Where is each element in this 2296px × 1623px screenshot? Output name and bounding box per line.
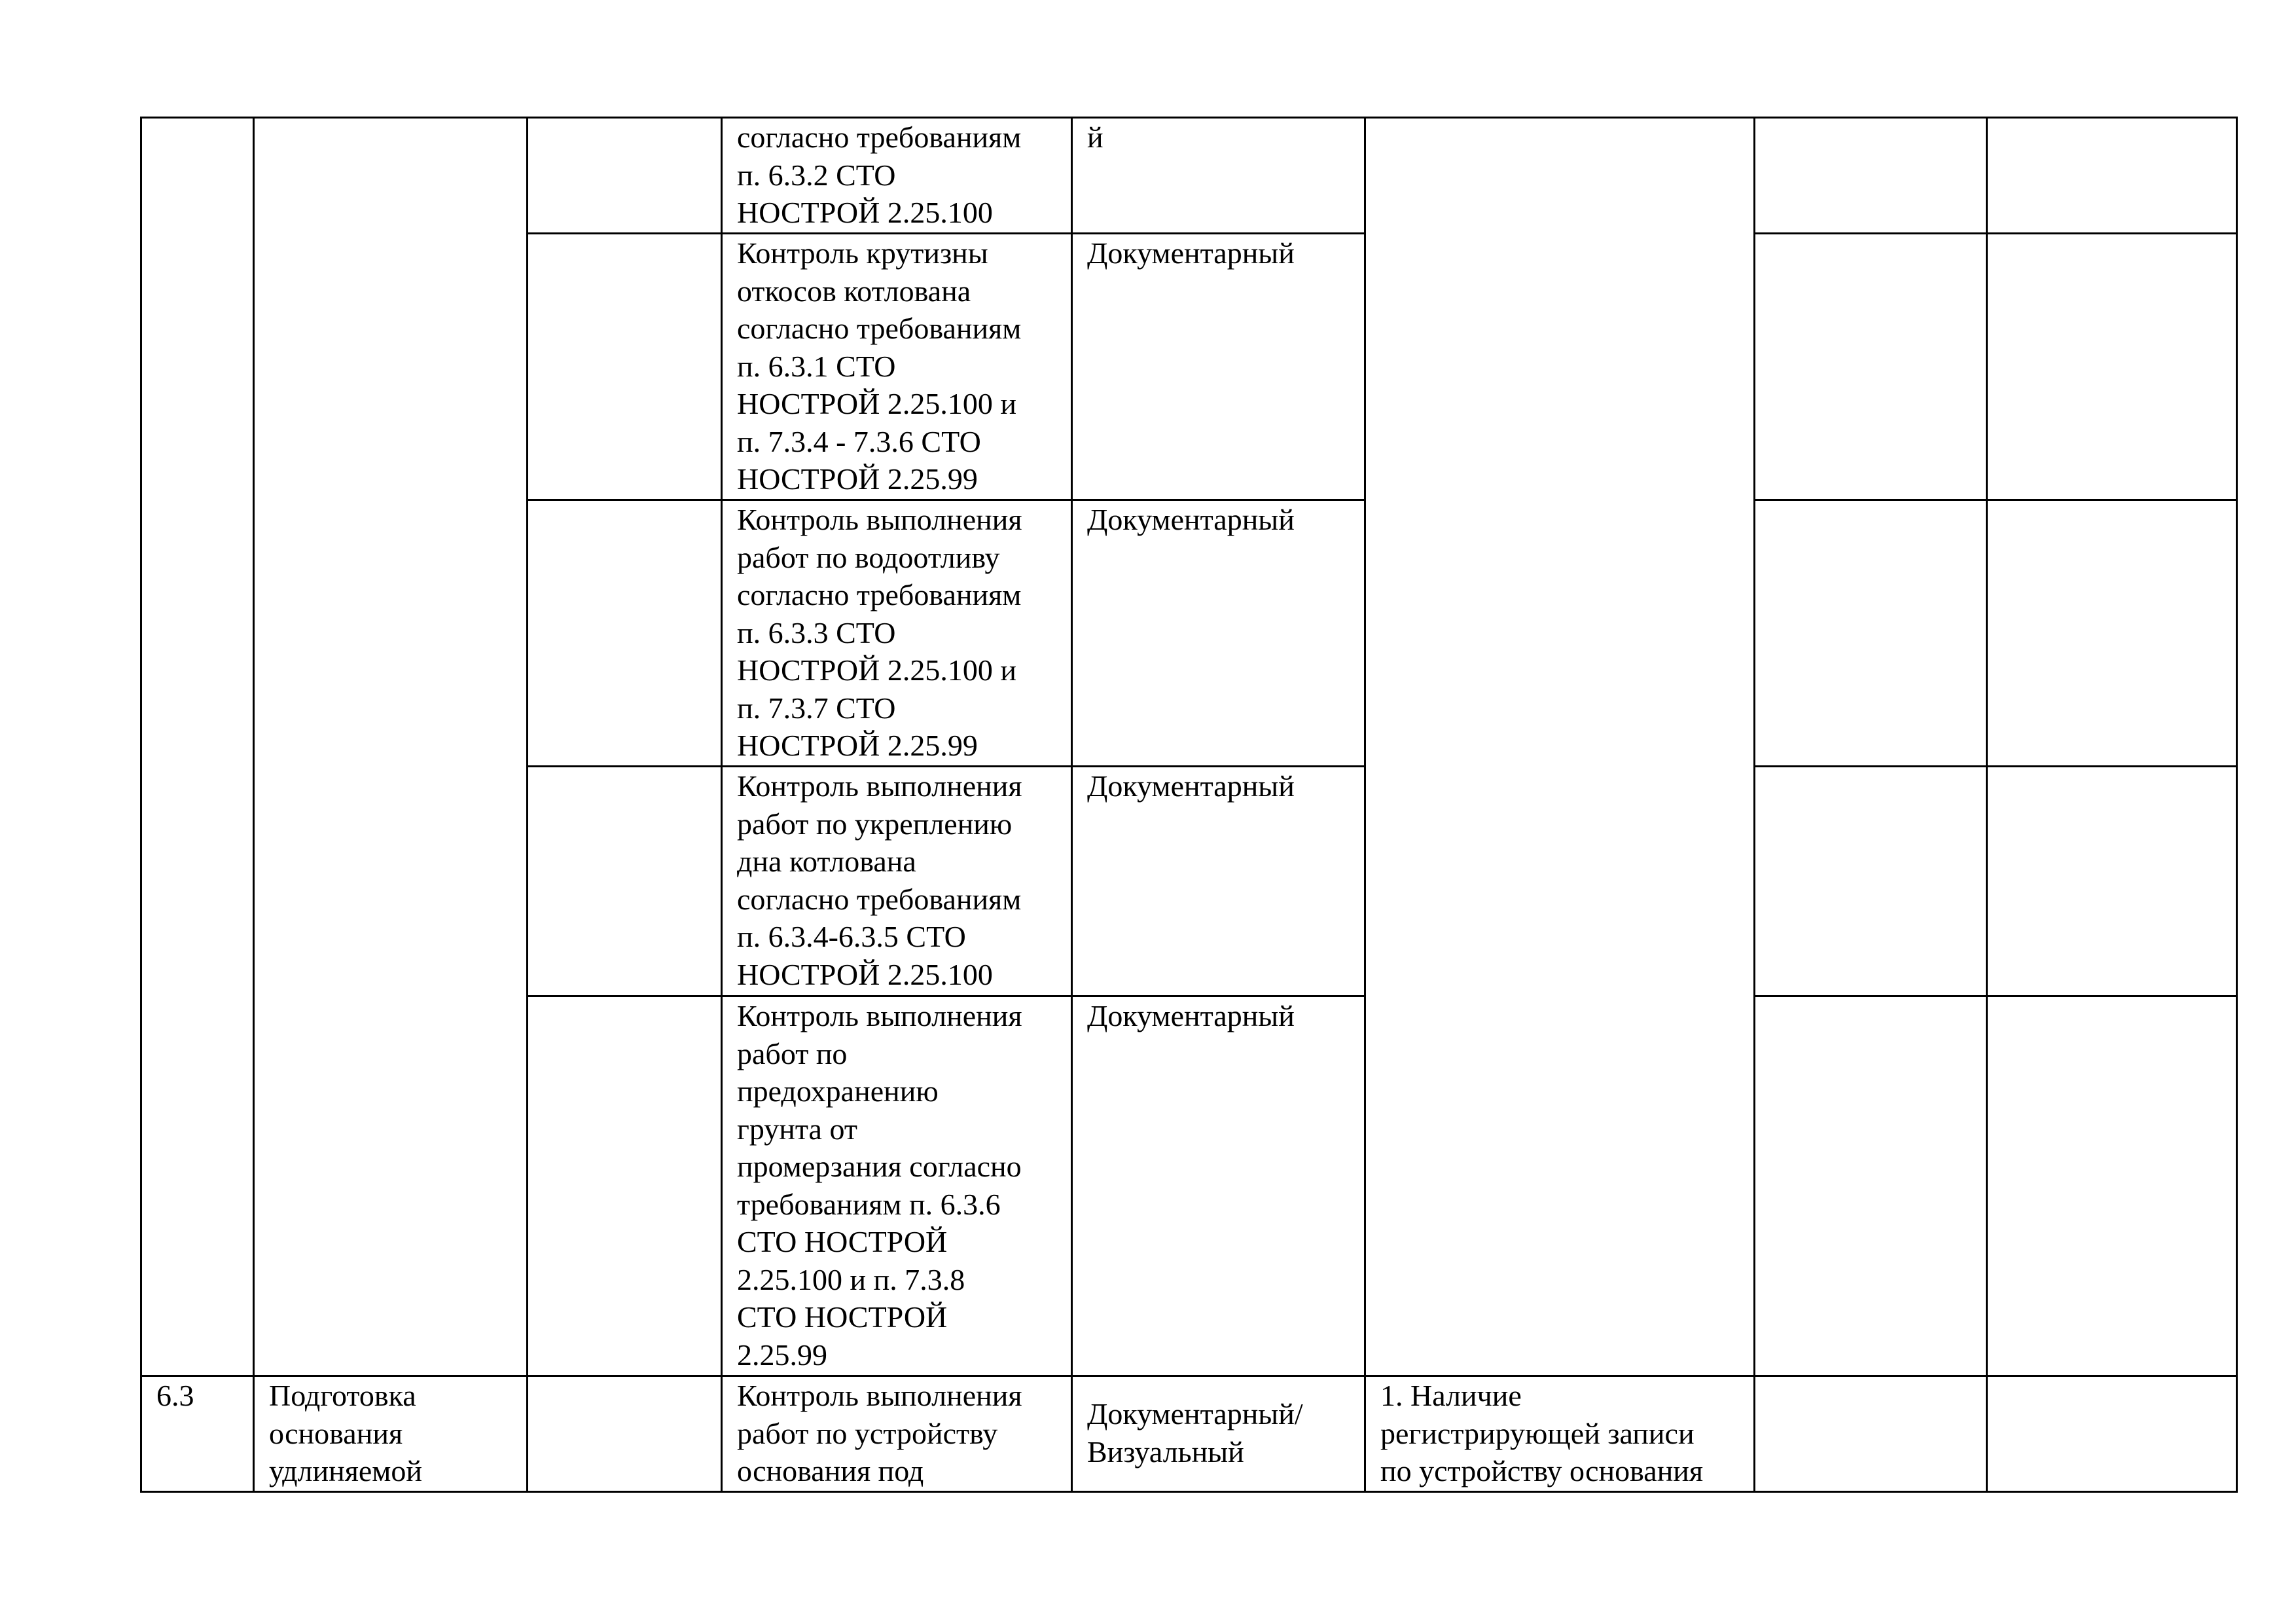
- stage-text: Подготовка основания удлиняемой: [269, 1379, 422, 1487]
- number-cell: [141, 118, 254, 1376]
- blank-cell: [528, 234, 722, 500]
- blank-cell: [1755, 996, 1987, 1376]
- requirement-text: согласно требованиям п. 6.3.2 СТО НОСТРОЙ 2.25.100: [737, 120, 1022, 229]
- blank-cell: [1755, 767, 1987, 996]
- method-cell: [1072, 1376, 1365, 1492]
- method-cell: [1072, 118, 1365, 234]
- blank-cell: [1755, 500, 1987, 767]
- table-row: [141, 118, 2237, 234]
- blank-cell: [1755, 118, 1987, 234]
- row-number: 6.3: [156, 1379, 194, 1412]
- evidence-text: 1. Наличие регистрирующей записи по устройству основания: [1380, 1379, 1704, 1487]
- inspection-table: [140, 117, 2238, 1493]
- method-text: Документарный: [1087, 236, 1295, 270]
- requirement-cell: [722, 234, 1072, 500]
- number-cell: [141, 1376, 254, 1492]
- evidence-cell: [1365, 118, 1755, 1376]
- evidence-cell: [1365, 1376, 1755, 1492]
- requirement-text: Контроль выполнения работ по устройству основания под: [737, 1379, 1022, 1487]
- method-text: Документарный: [1087, 503, 1295, 536]
- blank-cell: [1987, 500, 2237, 767]
- requirement-text: Контроль выполнения работ по предохранению грунта от промерзания согласно требованиям п. 6.3.6 СТО НОСТРОЙ 2.25.100 и п. 7.3.8 СТО НОСТРОЙ 2.25.99: [737, 999, 1022, 1372]
- requirement-cell: [722, 500, 1072, 767]
- requirement-cell: [722, 767, 1072, 996]
- method-text: Документарный: [1087, 769, 1295, 803]
- blank-cell: [1755, 234, 1987, 500]
- requirement-text: Контроль выполнения работ по укреплению дна котлована согласно требованиям п. 6.3.4-6.3.5 СТО НОСТРОЙ 2.25.100: [737, 769, 1022, 991]
- blank-cell: [528, 996, 722, 1376]
- blank-cell: [1987, 1376, 2237, 1492]
- method-text: й: [1087, 120, 1103, 154]
- blank-cell: [528, 118, 722, 234]
- table-row: [141, 1376, 2237, 1492]
- stage-cell: [254, 1376, 528, 1492]
- blank-cell: [528, 500, 722, 767]
- method-cell: [1072, 767, 1365, 996]
- requirement-text: Контроль крутизны откосов котлована согласно требованиям п. 6.3.1 СТО НОСТРОЙ 2.25.100 и п. 7.3.4 - 7.3.6 СТО НОСТРОЙ 2.25.99: [737, 236, 1022, 496]
- blank-cell: [1987, 118, 2237, 234]
- blank-cell: [1987, 767, 2237, 996]
- method-cell: [1072, 996, 1365, 1376]
- method-text: Документарный/ Визуальный: [1087, 1397, 1303, 1468]
- requirement-cell: [722, 1376, 1072, 1492]
- method-text: Документарный: [1087, 999, 1295, 1032]
- stage-cell: [254, 118, 528, 1376]
- requirement-cell: [722, 996, 1072, 1376]
- blank-cell: [1987, 234, 2237, 500]
- blank-cell: [1755, 1376, 1987, 1492]
- requirement-cell: [722, 118, 1072, 234]
- requirement-text: Контроль выполнения работ по водоотливу согласно требованиям п. 6.3.3 СТО НОСТРОЙ 2.25.100 и п. 7.3.7 СТО НОСТРОЙ 2.25.99: [737, 503, 1022, 762]
- method-cell: [1072, 234, 1365, 500]
- method-cell: [1072, 500, 1365, 767]
- blank-cell: [528, 1376, 722, 1492]
- blank-cell: [1987, 996, 2237, 1376]
- blank-cell: [528, 767, 722, 996]
